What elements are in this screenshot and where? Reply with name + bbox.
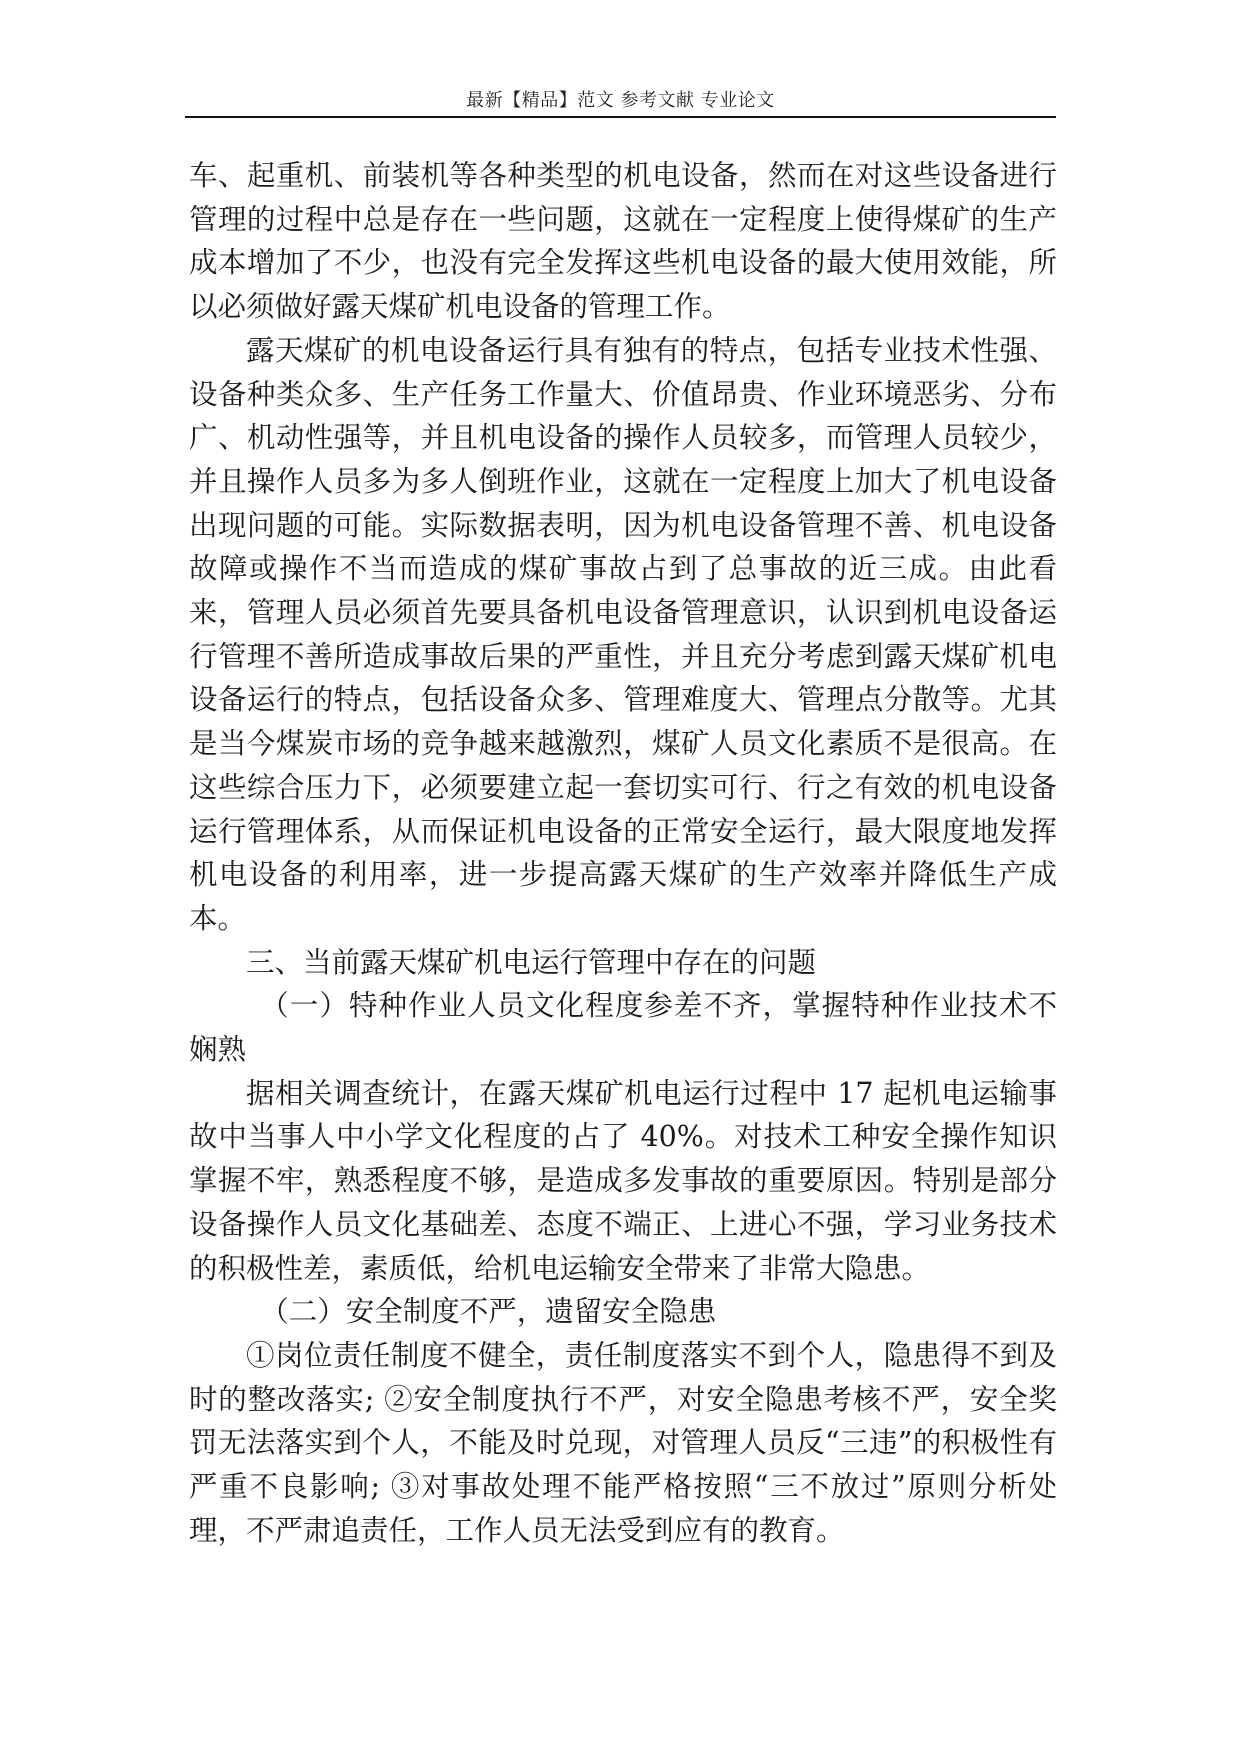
section-heading: 三、当前露天煤矿机电运行管理中存在的问题 [246, 945, 817, 979]
paragraph: 据相关调查统计，在露天煤矿机电运行过程中 17 起机电运输事故中当事人中小学文化程度的占了 40%。对技术工种安全操作知识掌握不牢，熟悉程度不够，是造成多发事故的重要原因。特别是部分设备操作人员文化基础差、态度不端正、上进心不强，学习业务技术的积极性差，素质低，给机电运输安全带来了非常大隐患。 [189, 1076, 1057, 1285]
document-body [189, 154, 1057, 1553]
paragraph: 露天煤矿的机电设备运行具有独有的特点，包括专业技术性强、设备种类众多、生产任务工作量大、价值昂贵、作业环境恶劣、分布广、机动性强等，并且机电设备的操作人员较多，而管理人员较少，并且操作人员多为多人倒班作业，这就在一定程度上加大了机电设备出现问题的可能。实际数据表明，因为机电设备管理不善、机电设备故障或操作不当而造成的煤矿事故占到了总事故的近三成。由此看来，管理人员必须首先要具备机电设备管理意识，认识到机电设备运行管理不善所造成事故后果的严重性，并且充分考虑到露天煤矿机电设备运行的特点，包括设备众多、管理难度大、管理点分散等。尤其是当今煤炭市场的竞争越来越激烈，煤矿人员文化素质不是很高。在这些综合压力下，必须要建立起一套切实可行、行之有效的机电设备运行管理体系，从而保证机电设备的正常安全运行，最大限度地发挥机电设备的利用率，进一步提高露天煤矿的生产效率并降低生产成本。 [189, 333, 1057, 935]
header-divider [185, 116, 1056, 118]
subsection-heading: （一）特种作业人员文化程度参差不齐，掌握特种作业技术不娴熟 [189, 989, 1057, 1067]
paragraph-continued: 车、起重机、前装机等各种类型的机电设备，然而在对这些设备进行管理的过程中总是存在一些问题，这就在一定程度上使得煤矿的生产成本增加了不少，也没有完全发挥这些机电设备的最大使用效能，所以必须做好露天煤矿机电设备的管理工作。 [189, 159, 1057, 324]
paragraph: ①岗位责任制度不健全，责任制度落实不到个人，隐患得不到及时的整改落实; ②安全制度执行不严，对安全隐患考核不严，安全奖罚无法落实到个人，不能及时兑现，对管理人员反“三违”的积极性有严重不良影响; ③对事故处理不能严格按照“三不放过”原则分析处理，不严肃追责任，工作人员无法受到应有的教育。 [189, 1338, 1057, 1547]
subsection-heading: （二）安全制度不严，遗留安全隐患 [260, 1295, 717, 1329]
page-header: 最新【精品】范文 参考文献 专业论文 [466, 90, 775, 111]
